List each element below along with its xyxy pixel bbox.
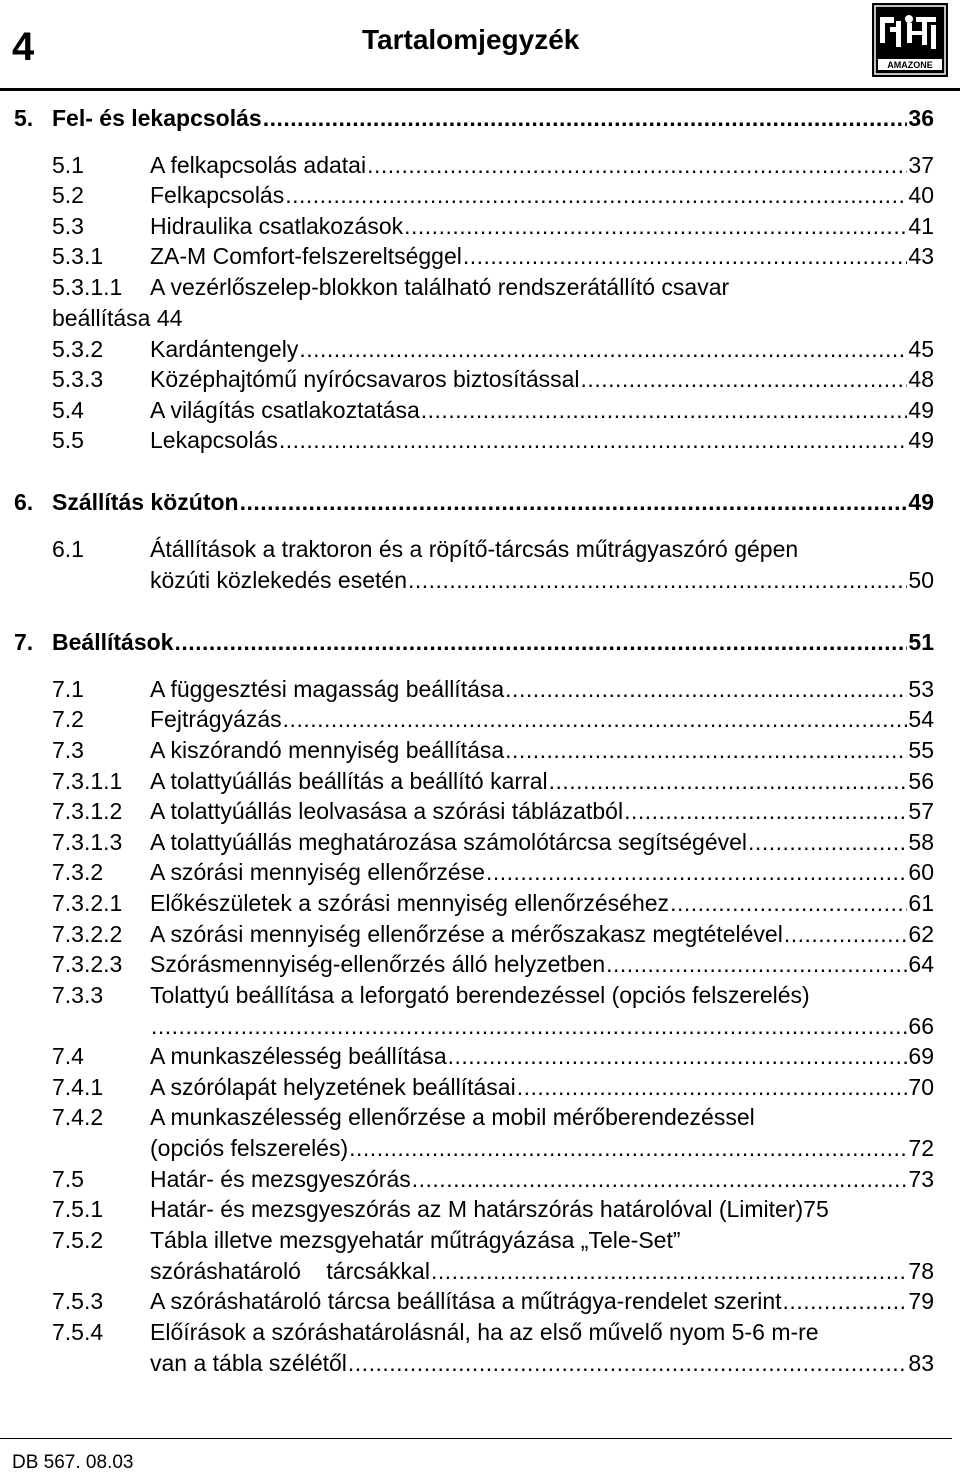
leader-dots bbox=[408, 565, 907, 595]
toc-page: 36 bbox=[908, 105, 934, 131]
toc-page: 51 bbox=[908, 629, 934, 655]
toc-number: 7.5.4 bbox=[52, 1319, 104, 1345]
toc-title: Felkapcsolás bbox=[150, 182, 285, 208]
toc-number: 5.3 bbox=[52, 213, 84, 239]
toc-page: 53 bbox=[908, 676, 934, 702]
toc-title: A világítás csatlakoztatása bbox=[150, 397, 420, 423]
toc-number: 7.3.1.2 bbox=[52, 798, 123, 824]
leader-dots bbox=[283, 704, 908, 734]
toc-number: 7.4 bbox=[52, 1043, 84, 1069]
toc-title: Szállítás közúton bbox=[52, 489, 239, 515]
toc-page: 78 bbox=[908, 1258, 934, 1284]
toc-page: 79 bbox=[908, 1288, 934, 1314]
leader-dots bbox=[240, 487, 908, 517]
leader-dots bbox=[174, 627, 907, 657]
toc-number: 7.3.3 bbox=[52, 982, 104, 1008]
toc-title: Lekapcsolás bbox=[150, 427, 278, 453]
toc-number: 7.3.2.3 bbox=[52, 951, 123, 977]
toc-page: 61 bbox=[908, 890, 934, 916]
leader-dots bbox=[367, 150, 907, 180]
toc-page: 49 bbox=[908, 489, 934, 515]
toc-title-continued: (opciós felszerelés) bbox=[150, 1135, 349, 1161]
leader-dots bbox=[412, 1164, 908, 1194]
toc-number: 7.4.1 bbox=[52, 1074, 104, 1100]
toc-title-continued: beállítása 44 bbox=[52, 305, 183, 331]
toc-page: 57 bbox=[908, 798, 934, 824]
toc-entry[interactable] bbox=[52, 1194, 934, 1224]
toc-number: 5. bbox=[14, 105, 34, 131]
toc-entry[interactable] bbox=[52, 1286, 934, 1316]
toc-title: Kardántengely bbox=[150, 336, 299, 362]
toc-entry[interactable] bbox=[52, 766, 934, 796]
toc-page: 70 bbox=[908, 1074, 934, 1100]
toc-title: Határ- és mezsgyeszórás bbox=[150, 1166, 411, 1192]
toc-page: 54 bbox=[908, 706, 934, 732]
amazone-logo bbox=[872, 3, 948, 77]
leader-dots bbox=[285, 180, 907, 210]
leader-dots bbox=[486, 857, 907, 887]
toc-entry[interactable] bbox=[52, 272, 934, 333]
toc-page: 43 bbox=[908, 243, 934, 269]
leader-dots bbox=[279, 425, 908, 455]
toc-entry[interactable] bbox=[52, 674, 934, 704]
toc-entry[interactable] bbox=[52, 827, 934, 857]
leader-dots bbox=[151, 1011, 907, 1041]
page-number: 4 bbox=[12, 25, 35, 69]
toc-page: 64 bbox=[908, 951, 934, 977]
toc-entry[interactable] bbox=[52, 1317, 934, 1378]
toc-page: 73 bbox=[908, 1166, 934, 1192]
toc-entry[interactable] bbox=[52, 150, 934, 180]
toc-page: 37 bbox=[908, 152, 934, 178]
toc-title: Előírások a szóráshatárolásnál, ha az első művelő nyom 5-6 m-re bbox=[150, 1319, 819, 1345]
leader-dots bbox=[431, 1256, 907, 1286]
toc-title: A függesztési magasság beállítása bbox=[150, 676, 505, 702]
toc-title: Középhajtómű nyírócsavaros biztosítással bbox=[150, 366, 580, 392]
toc-title: A szórólapát helyzetének beállításai bbox=[150, 1074, 516, 1100]
toc-number: 7.3.2.2 bbox=[52, 921, 123, 947]
toc-number: 5.5 bbox=[52, 427, 84, 453]
toc-number: 7.1 bbox=[52, 676, 84, 702]
leader-dots bbox=[448, 1041, 908, 1071]
leader-dots bbox=[505, 674, 907, 704]
toc-page: 69 bbox=[908, 1043, 934, 1069]
toc-entry[interactable] bbox=[52, 888, 934, 918]
toc-entry[interactable] bbox=[52, 1041, 934, 1071]
toc-number: 7.3 bbox=[52, 737, 84, 763]
toc-number: 7.5.2 bbox=[52, 1227, 104, 1253]
toc-entry[interactable] bbox=[52, 919, 934, 949]
toc-number: 5.3.3 bbox=[52, 366, 104, 392]
leader-dots bbox=[748, 827, 907, 857]
toc-number: 7.4.2 bbox=[52, 1104, 104, 1130]
toc-page: 49 bbox=[908, 397, 934, 423]
toc-title: Átállítások a traktoron és a röpítő-tárcsás műtrágyaszóró gépen bbox=[150, 536, 799, 562]
toc-title-continued: közúti közlekedés esetén bbox=[150, 567, 407, 593]
toc-title: Beállítások bbox=[52, 629, 174, 655]
toc-title: A kiszórandó mennyiség beállítása bbox=[150, 737, 505, 763]
toc-title: A munkaszélesség beállítása bbox=[150, 1043, 447, 1069]
toc-page: 62 bbox=[908, 921, 934, 947]
toc-number: 7.5.3 bbox=[52, 1288, 104, 1314]
header-rule bbox=[0, 88, 960, 91]
toc-number: 7.5.1 bbox=[52, 1196, 104, 1222]
toc-page: 41 bbox=[908, 213, 934, 239]
toc-page: 66 bbox=[908, 1013, 934, 1039]
toc-title: Szórásmennyiség-ellenőrzés álló helyzetben bbox=[150, 951, 606, 977]
toc-title: A szórási mennyiség ellenőrzése bbox=[150, 859, 485, 885]
leader-dots bbox=[263, 103, 908, 133]
toc-entry[interactable] bbox=[52, 241, 934, 271]
toc-entry[interactable] bbox=[52, 1164, 934, 1194]
toc-title: A vezérlőszelep-blokkon található rendszerátállító csavar bbox=[150, 274, 730, 300]
document-code: DB 567. 08.03 bbox=[12, 1452, 134, 1473]
leader-dots bbox=[348, 1348, 908, 1378]
toc-number: 5.1 bbox=[52, 152, 84, 178]
toc-number: 5.3.1.1 bbox=[52, 274, 123, 300]
toc-title: A munkaszélesség ellenőrzése a mobil mérőberendezéssel bbox=[150, 1104, 755, 1130]
leader-dots bbox=[505, 735, 907, 765]
toc-entry[interactable] bbox=[52, 1102, 934, 1163]
leader-dots bbox=[349, 1133, 907, 1163]
toc-number: 5.4 bbox=[52, 397, 84, 423]
toc-chapter-5[interactable] bbox=[14, 103, 934, 133]
toc-page: 72 bbox=[908, 1135, 934, 1161]
toc-entry[interactable] bbox=[52, 1072, 934, 1102]
toc-entry[interactable] bbox=[52, 395, 934, 425]
toc-page: 55 bbox=[908, 737, 934, 763]
toc-page: 48 bbox=[908, 366, 934, 392]
toc-title: A szóráshatároló tárcsa beállítása a műtrágya-rendelet szerint bbox=[150, 1288, 782, 1314]
leader-dots bbox=[783, 1286, 908, 1316]
toc-entry[interactable] bbox=[52, 857, 934, 887]
toc-page: 58 bbox=[908, 829, 934, 855]
toc-entry[interactable] bbox=[52, 1225, 934, 1286]
leader-dots bbox=[404, 211, 907, 241]
toc-entry[interactable] bbox=[52, 334, 934, 364]
toc-number: 7.3.2.1 bbox=[52, 890, 123, 916]
toc-entry[interactable] bbox=[52, 180, 934, 210]
leader-dots bbox=[624, 796, 907, 826]
toc-title: A felkapcsolás adatai bbox=[150, 152, 367, 178]
toc-number: 7.5 bbox=[52, 1166, 84, 1192]
toc-page: 40 bbox=[908, 182, 934, 208]
leader-dots bbox=[299, 334, 907, 364]
toc-entry[interactable] bbox=[52, 211, 934, 241]
toc-entry[interactable] bbox=[52, 364, 934, 394]
toc-entry[interactable] bbox=[52, 704, 934, 734]
leader-dots bbox=[549, 766, 908, 796]
leader-dots bbox=[784, 919, 908, 949]
toc-chapter-7[interactable] bbox=[14, 627, 934, 657]
toc-title-continued: szóráshatároló tárcsákkal bbox=[150, 1258, 430, 1284]
toc-title: Tolattyú beállítása a leforgató berendezéssel (opciós felszerelés) bbox=[150, 982, 810, 1008]
leader-dots bbox=[463, 241, 908, 271]
toc-number: 7.3.1.3 bbox=[52, 829, 123, 855]
toc-page: 83 bbox=[908, 1350, 934, 1376]
leader-dots bbox=[670, 888, 907, 918]
toc-page: 56 bbox=[908, 768, 934, 794]
toc-number: 5.3.2 bbox=[52, 336, 104, 362]
logo-wordmark: AMAZONE bbox=[887, 60, 933, 70]
toc-number: 7.2 bbox=[52, 706, 84, 732]
toc-number: 7. bbox=[14, 629, 34, 655]
page-title: Tartalomjegyzék bbox=[362, 24, 580, 55]
toc-title: Tábla illetve mezsgyehatár műtrágyázása „Tele-Set” bbox=[150, 1227, 681, 1253]
footer-rule bbox=[0, 1438, 952, 1439]
toc-number: 7.3.1.1 bbox=[52, 768, 123, 794]
toc-title: Előkészületek a szórási mennyiség ellenőrzéséhez bbox=[150, 890, 670, 916]
toc-entry[interactable] bbox=[52, 534, 934, 595]
toc-title-continued: van a tábla szélétől bbox=[150, 1350, 347, 1376]
toc-number: 5.3.1 bbox=[52, 243, 104, 269]
toc-title: Fel- és lekapcsolás bbox=[52, 105, 262, 131]
toc-number: 6.1 bbox=[52, 536, 84, 562]
toc-number: 6. bbox=[14, 489, 34, 515]
toc-title: ZA-M Comfort-felszereltséggel bbox=[150, 243, 462, 269]
leader-dots bbox=[606, 949, 907, 979]
toc-page: 49 bbox=[908, 427, 934, 453]
toc-title: A szórási mennyiség ellenőrzése a mérőszakasz megtételével bbox=[150, 921, 783, 947]
toc-entry[interactable] bbox=[52, 735, 934, 765]
toc-page: 60 bbox=[908, 859, 934, 885]
toc-page: 50 bbox=[908, 567, 934, 593]
toc-number: 7.3.2 bbox=[52, 859, 104, 885]
toc-title: A tolattyúállás leolvasása a szórási táblázatból bbox=[150, 798, 624, 824]
toc-number: 5.2 bbox=[52, 182, 84, 208]
toc-entry[interactable] bbox=[52, 425, 934, 455]
toc-title: Határ- és mezsgyeszórás az M határszórás határolóval (Limiter)75 bbox=[150, 1196, 829, 1222]
toc-page: 45 bbox=[908, 336, 934, 362]
toc-title: A tolattyúállás beállítás a beállító karral bbox=[150, 768, 548, 794]
leader-dots bbox=[517, 1072, 908, 1102]
toc-entry[interactable] bbox=[52, 949, 934, 979]
toc-chapter-6[interactable] bbox=[14, 487, 934, 517]
toc-entry[interactable] bbox=[52, 796, 934, 826]
leader-dots bbox=[581, 364, 908, 394]
toc-title: Fejtrágyázás bbox=[150, 706, 282, 732]
toc-entry[interactable] bbox=[52, 980, 934, 1041]
toc-title: A tolattyúállás meghatározása számolótárcsa segítségével bbox=[150, 829, 748, 855]
toc-title: Hidraulika csatlakozások bbox=[150, 213, 404, 239]
leader-dots bbox=[421, 395, 908, 425]
